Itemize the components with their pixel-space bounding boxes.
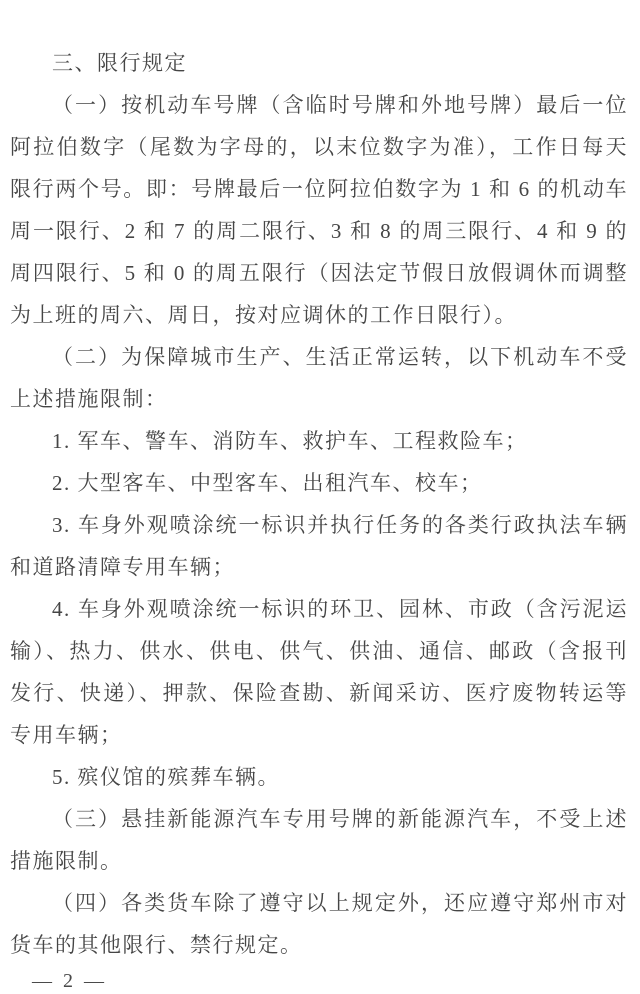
section-heading: 三、限行规定: [52, 51, 187, 75]
list-item-4-utility-service-vehicles: 4. 车身外观喷涂统一标识的环卫、园林、市政（含污泥运输）、热力、供水、供电、供气、供油、通信、邮政（含报刊发行、快递）、押款、保险查勘、新闻采访、医疗废物转运等专用车辆；: [10, 597, 628, 747]
list-item-2-buses-taxis: 2. 大型客车、中型客车、出租汽车、校车；: [52, 471, 483, 495]
paragraph-new-energy-vehicles: （三）悬挂新能源汽车专用号牌的新能源汽车，不受上述措施限制。: [10, 807, 628, 873]
paragraph-exemption-intro: （二）为保障城市生产、生活正常运转，以下机动车不受上述措施限制：: [10, 345, 628, 411]
list-item-1-military-police-vehicles: 1. 军车、警车、消防车、救护车、工程救险车；: [52, 429, 528, 453]
paragraph-plate-number-rule: （一）按机动车号牌（含临时号牌和外地号牌）最后一位阿拉伯数字（尾数为字母的，以末位数字为准），工作日每天限行两个号。即：号牌最后一位阿拉伯数字为 1 和 6 的机动车周一限行、2 和 7 的周二限行、3 和 8 的周三限行、4 和 9 的周四限行、5 和 0 的周五限行（因法定节假日放假调休而调整为上班的周六、周日，按对应调休的工作日限行）。: [10, 93, 628, 327]
paragraph-truck-rules: （四）各类货车除了遵守以上规定外，还应遵守郑州市对货车的其他限行、禁行规定。: [10, 891, 628, 957]
page-number: — 2 —: [32, 970, 107, 992]
list-item-3-law-enforcement-vehicles: 3. 车身外观喷涂统一标识并执行任务的各类行政执法车辆和道路清障专用车辆；: [10, 513, 628, 579]
list-item-5-funeral-vehicles: 5. 殡仪馆的殡葬车辆。: [52, 765, 280, 789]
